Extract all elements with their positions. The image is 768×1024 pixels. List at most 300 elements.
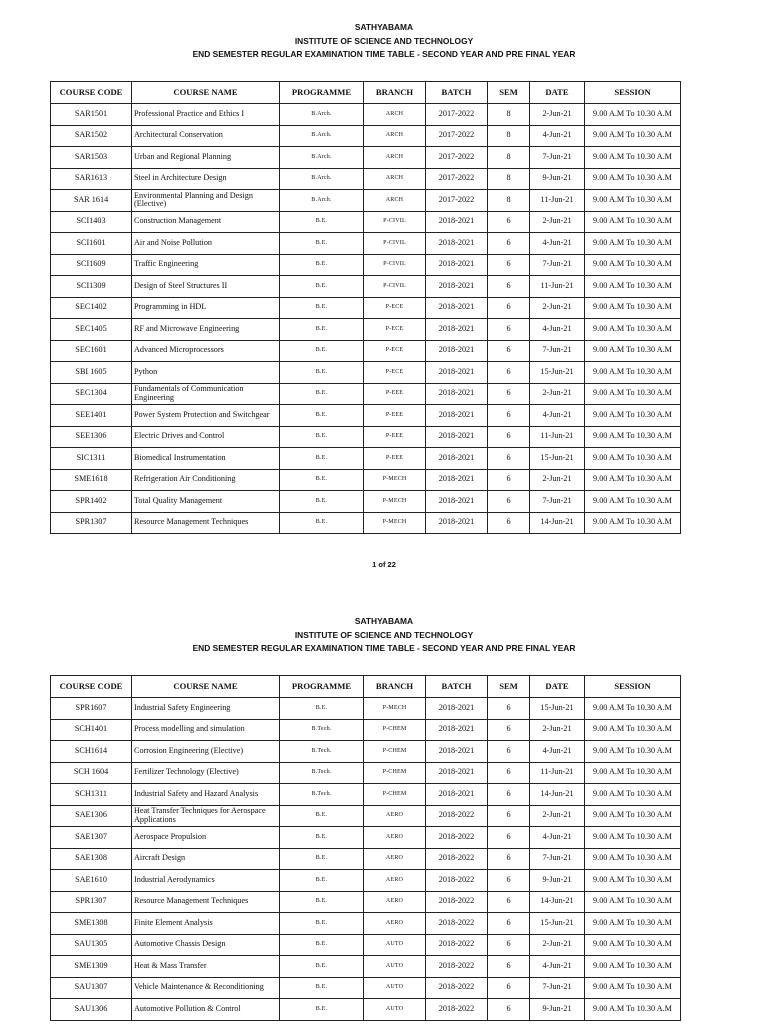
programme-cell: B.Tech. xyxy=(280,719,364,741)
table-row xyxy=(51,469,681,491)
programme-cell: B.E. xyxy=(280,977,364,999)
branch-cell: P-CHEM xyxy=(364,719,426,741)
date-cell: 15-Jun-21 xyxy=(530,448,585,470)
programme-cell: B.Arch. xyxy=(280,168,364,190)
branch-cell: P-CIVIL xyxy=(364,233,426,255)
session-cell: 9.00 A.M To 10.30 A.M xyxy=(585,362,681,384)
page-header xyxy=(0,21,768,62)
column-header-course-code: COURSE CODE xyxy=(51,82,132,104)
batch-cell: 2018-2021 xyxy=(426,426,488,448)
date-cell: 9-Jun-21 xyxy=(530,168,585,190)
course-code-cell: SAR1501 xyxy=(51,104,132,126)
course-name-cell: Power System Protection and Switchgear xyxy=(132,405,280,427)
batch-cell: 2018-2021 xyxy=(426,512,488,534)
table-row xyxy=(51,913,681,935)
branch-cell: AERO xyxy=(364,870,426,892)
sem-cell: 6 xyxy=(488,827,530,849)
course-name-cell: Steel in Architecture Design xyxy=(132,168,280,190)
table-row xyxy=(51,891,681,913)
sem-cell: 8 xyxy=(488,147,530,169)
table-row xyxy=(51,784,681,806)
table-row xyxy=(51,762,681,784)
course-name-cell: Refrigeration Air Conditioning xyxy=(132,469,280,491)
column-header-branch: BRANCH xyxy=(364,82,426,104)
table-row xyxy=(51,383,681,405)
sem-cell: 8 xyxy=(488,104,530,126)
programme-cell: B.E. xyxy=(280,469,364,491)
date-cell: 2-Jun-21 xyxy=(530,805,585,827)
column-header-sem: SEM xyxy=(488,676,530,698)
column-header-course-code: COURSE CODE xyxy=(51,676,132,698)
table-row xyxy=(51,848,681,870)
date-cell: 7-Jun-21 xyxy=(530,977,585,999)
date-cell: 4-Jun-21 xyxy=(530,405,585,427)
branch-cell: P-EEE xyxy=(364,448,426,470)
course-code-cell: SME1618 xyxy=(51,469,132,491)
batch-cell: 2018-2021 xyxy=(426,405,488,427)
sem-cell: 6 xyxy=(488,319,530,341)
date-cell: 7-Jun-21 xyxy=(530,147,585,169)
table-row xyxy=(51,147,681,169)
course-code-cell: SME1309 xyxy=(51,956,132,978)
course-code-cell: SBI 1605 xyxy=(51,362,132,384)
programme-cell: B.E. xyxy=(280,913,364,935)
programme-cell: B.E. xyxy=(280,297,364,319)
table-row xyxy=(51,934,681,956)
table-header-row xyxy=(51,82,681,104)
table-row xyxy=(51,276,681,298)
session-cell: 9.00 A.M To 10.30 A.M xyxy=(585,784,681,806)
batch-cell: 2018-2021 xyxy=(426,254,488,276)
session-cell: 9.00 A.M To 10.30 A.M xyxy=(585,125,681,147)
course-code-cell: SAU1306 xyxy=(51,999,132,1021)
course-name-cell: Aerospace Propulsion xyxy=(132,827,280,849)
session-cell: 9.00 A.M To 10.30 A.M xyxy=(585,276,681,298)
course-code-cell: SPR1402 xyxy=(51,491,132,513)
date-cell: 7-Jun-21 xyxy=(530,254,585,276)
session-cell: 9.00 A.M To 10.30 A.M xyxy=(585,891,681,913)
table-row xyxy=(51,190,681,212)
course-code-cell: SEC1601 xyxy=(51,340,132,362)
course-code-cell: SEE1306 xyxy=(51,426,132,448)
course-name-cell: Air and Noise Pollution xyxy=(132,233,280,255)
sem-cell: 6 xyxy=(488,891,530,913)
batch-cell: 2018-2021 xyxy=(426,762,488,784)
programme-cell: B.E. xyxy=(280,211,364,233)
course-code-cell: SAE1308 xyxy=(51,848,132,870)
session-cell: 9.00 A.M To 10.30 A.M xyxy=(585,469,681,491)
session-cell: 9.00 A.M To 10.30 A.M xyxy=(585,319,681,341)
institution-name: SATHYABAMA xyxy=(354,22,414,32)
branch-cell: P-CIVIL xyxy=(364,254,426,276)
sem-cell: 6 xyxy=(488,233,530,255)
date-cell: 2-Jun-21 xyxy=(530,719,585,741)
column-header-course-name: COURSE NAME xyxy=(132,82,280,104)
course-code-cell: SCH1311 xyxy=(51,784,132,806)
batch-cell: 2018-2021 xyxy=(426,297,488,319)
course-name-cell: Total Quality Management xyxy=(132,491,280,513)
session-cell: 9.00 A.M To 10.30 A.M xyxy=(585,741,681,763)
branch-cell: P-MECH xyxy=(364,698,426,720)
table-row xyxy=(51,999,681,1021)
table-row xyxy=(51,362,681,384)
programme-cell: B.Tech. xyxy=(280,784,364,806)
sem-cell: 8 xyxy=(488,168,530,190)
table-row xyxy=(51,512,681,534)
session-cell: 9.00 A.M To 10.30 A.M xyxy=(585,762,681,784)
timetable-table xyxy=(50,81,681,534)
batch-cell: 2018-2021 xyxy=(426,383,488,405)
course-name-cell: Industrial Safety and Hazard Analysis xyxy=(132,784,280,806)
session-cell: 9.00 A.M To 10.30 A.M xyxy=(585,913,681,935)
course-name-cell: Electric Drives and Control xyxy=(132,426,280,448)
table-row xyxy=(51,698,681,720)
institution-subtitle: INSTITUTE OF SCIENCE AND TECHNOLOGY xyxy=(294,629,474,640)
sem-cell: 6 xyxy=(488,741,530,763)
course-name-cell: Fertilizer Technology (Elective) xyxy=(132,762,280,784)
programme-cell: B.E. xyxy=(280,999,364,1021)
branch-cell: P-MECH xyxy=(364,512,426,534)
course-code-cell: SAU1305 xyxy=(51,934,132,956)
table-row xyxy=(51,211,681,233)
column-header-programme: PROGRAMME xyxy=(280,676,364,698)
programme-cell: B.Tech. xyxy=(280,762,364,784)
branch-cell: P-MECH xyxy=(364,491,426,513)
sem-cell: 6 xyxy=(488,870,530,892)
session-cell: 9.00 A.M To 10.30 A.M xyxy=(585,491,681,513)
course-code-cell: SEC1402 xyxy=(51,297,132,319)
date-cell: 14-Jun-21 xyxy=(530,784,585,806)
column-header-date: DATE xyxy=(530,82,585,104)
programme-cell: B.E. xyxy=(280,426,364,448)
table-row xyxy=(51,491,681,513)
batch-cell: 2018-2021 xyxy=(426,741,488,763)
sem-cell: 6 xyxy=(488,848,530,870)
session-cell: 9.00 A.M To 10.30 A.M xyxy=(585,104,681,126)
programme-cell: B.E. xyxy=(280,405,364,427)
sem-cell: 6 xyxy=(488,383,530,405)
session-cell: 9.00 A.M To 10.30 A.M xyxy=(585,297,681,319)
programme-cell: B.E. xyxy=(280,848,364,870)
date-cell: 15-Jun-21 xyxy=(530,913,585,935)
course-name-cell: Finite Element Analysis xyxy=(132,913,280,935)
batch-cell: 2018-2021 xyxy=(426,719,488,741)
batch-cell: 2017-2022 xyxy=(426,104,488,126)
sem-cell: 6 xyxy=(488,405,530,427)
table-row xyxy=(51,125,681,147)
session-cell: 9.00 A.M To 10.30 A.M xyxy=(585,999,681,1021)
course-code-cell: SPR1307 xyxy=(51,891,132,913)
date-cell: 2-Jun-21 xyxy=(530,383,585,405)
sem-cell: 6 xyxy=(488,276,530,298)
institution-name: SATHYABAMA xyxy=(354,616,414,626)
date-cell: 4-Jun-21 xyxy=(530,319,585,341)
session-cell: 9.00 A.M To 10.30 A.M xyxy=(585,934,681,956)
table-row xyxy=(51,870,681,892)
course-name-cell: Process modelling and simulation xyxy=(132,719,280,741)
branch-cell: ARCH xyxy=(364,147,426,169)
programme-cell: B.E. xyxy=(280,491,364,513)
course-code-cell: SCI1601 xyxy=(51,233,132,255)
course-name-cell: RF and Microwave Engineering xyxy=(132,319,280,341)
programme-cell: B.Arch. xyxy=(280,125,364,147)
course-name-cell: Resource Management Techniques xyxy=(132,891,280,913)
batch-cell: 2017-2022 xyxy=(426,125,488,147)
branch-cell: AUTO xyxy=(364,956,426,978)
course-code-cell: SPR1307 xyxy=(51,512,132,534)
date-cell: 14-Jun-21 xyxy=(530,512,585,534)
session-cell: 9.00 A.M To 10.30 A.M xyxy=(585,448,681,470)
sem-cell: 6 xyxy=(488,913,530,935)
branch-cell: P-ECE xyxy=(364,340,426,362)
table-row xyxy=(51,297,681,319)
course-code-cell: SAU1307 xyxy=(51,977,132,999)
sem-cell: 6 xyxy=(488,784,530,806)
course-name-cell: Heat Transfer Techniques for Aerospace Applications xyxy=(132,805,280,827)
table-row xyxy=(51,977,681,999)
date-cell: 9-Jun-21 xyxy=(530,999,585,1021)
date-cell: 11-Jun-21 xyxy=(530,276,585,298)
batch-cell: 2018-2021 xyxy=(426,340,488,362)
programme-cell: B.Arch. xyxy=(280,147,364,169)
branch-cell: P-ECE xyxy=(364,297,426,319)
batch-cell: 2018-2021 xyxy=(426,319,488,341)
course-name-cell: Fundamentals of Communication Engineering xyxy=(132,383,280,405)
programme-cell: B.E. xyxy=(280,383,364,405)
column-header-course-name: COURSE NAME xyxy=(132,676,280,698)
course-name-cell: Programming in HDL xyxy=(132,297,280,319)
programme-cell: B.E. xyxy=(280,512,364,534)
sem-cell: 6 xyxy=(488,512,530,534)
table-row xyxy=(51,340,681,362)
session-cell: 9.00 A.M To 10.30 A.M xyxy=(585,233,681,255)
column-header-date: DATE xyxy=(530,676,585,698)
course-name-cell: Automotive Chassis Design xyxy=(132,934,280,956)
branch-cell: P-EEE xyxy=(364,405,426,427)
batch-cell: 2018-2021 xyxy=(426,276,488,298)
branch-cell: P-ECE xyxy=(364,319,426,341)
batch-cell: 2018-2021 xyxy=(426,211,488,233)
sem-cell: 6 xyxy=(488,491,530,513)
date-cell: 2-Jun-21 xyxy=(530,297,585,319)
session-cell: 9.00 A.M To 10.30 A.M xyxy=(585,870,681,892)
branch-cell: AUTO xyxy=(364,999,426,1021)
course-code-cell: SAR1613 xyxy=(51,168,132,190)
table-row xyxy=(51,448,681,470)
programme-cell: B.E. xyxy=(280,448,364,470)
course-code-cell: SAR1502 xyxy=(51,125,132,147)
batch-cell: 2018-2022 xyxy=(426,977,488,999)
date-cell: 11-Jun-21 xyxy=(530,762,585,784)
branch-cell: AUTO xyxy=(364,934,426,956)
batch-cell: 2018-2022 xyxy=(426,956,488,978)
sem-cell: 6 xyxy=(488,719,530,741)
course-name-cell: Professional Practice and Ethics I xyxy=(132,104,280,126)
course-name-cell: Heat & Mass Transfer xyxy=(132,956,280,978)
session-cell: 9.00 A.M To 10.30 A.M xyxy=(585,956,681,978)
course-code-cell: SAR 1614 xyxy=(51,190,132,212)
programme-cell: B.E. xyxy=(280,805,364,827)
batch-cell: 2018-2022 xyxy=(426,870,488,892)
course-code-cell: SCI1609 xyxy=(51,254,132,276)
course-code-cell: SIC1311 xyxy=(51,448,132,470)
course-name-cell: Corrosion Engineering (Elective) xyxy=(132,741,280,763)
programme-cell: B.E. xyxy=(280,319,364,341)
course-name-cell: Traffic Engineering xyxy=(132,254,280,276)
programme-cell: B.Tech. xyxy=(280,741,364,763)
course-code-cell: SCI1403 xyxy=(51,211,132,233)
branch-cell: P-EEE xyxy=(364,383,426,405)
programme-cell: B.E. xyxy=(280,276,364,298)
course-code-cell: SAE1306 xyxy=(51,805,132,827)
sem-cell: 6 xyxy=(488,254,530,276)
date-cell: 15-Jun-21 xyxy=(530,362,585,384)
branch-cell: AERO xyxy=(364,913,426,935)
course-name-cell: Industrial Safety Engineering xyxy=(132,698,280,720)
batch-cell: 2018-2022 xyxy=(426,805,488,827)
programme-cell: B.E. xyxy=(280,233,364,255)
session-cell: 9.00 A.M To 10.30 A.M xyxy=(585,405,681,427)
table-row xyxy=(51,104,681,126)
branch-cell: P-EEE xyxy=(364,426,426,448)
column-header-programme: PROGRAMME xyxy=(280,82,364,104)
course-name-cell: Automotive Pollution & Control xyxy=(132,999,280,1021)
session-cell: 9.00 A.M To 10.30 A.M xyxy=(585,340,681,362)
course-name-cell: Aircraft Design xyxy=(132,848,280,870)
course-code-cell: SPR1607 xyxy=(51,698,132,720)
course-name-cell: Environmental Planning and Design (Elective) xyxy=(132,190,280,212)
programme-cell: B.E. xyxy=(280,254,364,276)
sem-cell: 6 xyxy=(488,469,530,491)
programme-cell: B.E. xyxy=(280,362,364,384)
date-cell: 2-Jun-21 xyxy=(530,211,585,233)
session-cell: 9.00 A.M To 10.30 A.M xyxy=(585,211,681,233)
date-cell: 7-Jun-21 xyxy=(530,491,585,513)
batch-cell: 2018-2021 xyxy=(426,698,488,720)
batch-cell: 2018-2021 xyxy=(426,784,488,806)
sem-cell: 6 xyxy=(488,956,530,978)
branch-cell: P-CHEM xyxy=(364,784,426,806)
batch-cell: 2018-2021 xyxy=(426,233,488,255)
batch-cell: 2017-2022 xyxy=(426,168,488,190)
batch-cell: 2017-2022 xyxy=(426,147,488,169)
course-name-cell: Vehicle Maintenance & Reconditioning xyxy=(132,977,280,999)
programme-cell: B.E. xyxy=(280,827,364,849)
programme-cell: B.E. xyxy=(280,956,364,978)
date-cell: 9-Jun-21 xyxy=(530,870,585,892)
sem-cell: 6 xyxy=(488,762,530,784)
branch-cell: P-CIVIL xyxy=(364,276,426,298)
batch-cell: 2018-2022 xyxy=(426,999,488,1021)
table-row xyxy=(51,719,681,741)
table-row xyxy=(51,319,681,341)
session-cell: 9.00 A.M To 10.30 A.M xyxy=(585,512,681,534)
session-cell: 9.00 A.M To 10.30 A.M xyxy=(585,190,681,212)
course-name-cell: Python xyxy=(132,362,280,384)
table-row xyxy=(51,956,681,978)
session-cell: 9.00 A.M To 10.30 A.M xyxy=(585,848,681,870)
table-row xyxy=(51,827,681,849)
session-cell: 9.00 A.M To 10.30 A.M xyxy=(585,977,681,999)
batch-cell: 2018-2022 xyxy=(426,848,488,870)
course-code-cell: SAE1610 xyxy=(51,870,132,892)
branch-cell: P-CHEM xyxy=(364,741,426,763)
programme-cell: B.Arch. xyxy=(280,190,364,212)
branch-cell: AERO xyxy=(364,848,426,870)
table-row xyxy=(51,168,681,190)
date-cell: 2-Jun-21 xyxy=(530,934,585,956)
date-cell: 4-Jun-21 xyxy=(530,741,585,763)
branch-cell: AERO xyxy=(364,891,426,913)
branch-cell: ARCH xyxy=(364,168,426,190)
batch-cell: 2018-2021 xyxy=(426,469,488,491)
session-cell: 9.00 A.M To 10.30 A.M xyxy=(585,254,681,276)
course-name-cell: Advanced Microprocessors xyxy=(132,340,280,362)
institution-subtitle: INSTITUTE OF SCIENCE AND TECHNOLOGY xyxy=(294,35,474,46)
sem-cell: 6 xyxy=(488,698,530,720)
batch-cell: 2018-2022 xyxy=(426,891,488,913)
date-cell: 4-Jun-21 xyxy=(530,827,585,849)
table-row xyxy=(51,805,681,827)
course-name-cell: Architectural Conservation xyxy=(132,125,280,147)
table-row xyxy=(51,405,681,427)
branch-cell: AUTO xyxy=(364,977,426,999)
programme-cell: B.E. xyxy=(280,340,364,362)
branch-cell: AERO xyxy=(364,827,426,849)
sem-cell: 6 xyxy=(488,448,530,470)
branch-cell: ARCH xyxy=(364,125,426,147)
course-code-cell: SAE1307 xyxy=(51,827,132,849)
timetable-title: END SEMESTER REGULAR EXAMINATION TIME TABLE - SECOND YEAR AND PRE FINAL YEAR xyxy=(192,49,576,59)
timetable-table xyxy=(50,675,681,1021)
session-cell: 9.00 A.M To 10.30 A.M xyxy=(585,827,681,849)
table-row xyxy=(51,426,681,448)
programme-cell: B.Arch. xyxy=(280,104,364,126)
column-header-batch: BATCH xyxy=(426,82,488,104)
column-header-session: SESSION xyxy=(585,82,681,104)
date-cell: 7-Jun-21 xyxy=(530,340,585,362)
branch-cell: P-ECE xyxy=(364,362,426,384)
session-cell: 9.00 A.M To 10.30 A.M xyxy=(585,698,681,720)
date-cell: 14-Jun-21 xyxy=(530,891,585,913)
column-header-session: SESSION xyxy=(585,676,681,698)
course-name-cell: Industrial Aerodynamics xyxy=(132,870,280,892)
batch-cell: 2017-2022 xyxy=(426,190,488,212)
branch-cell: P-MECH xyxy=(364,469,426,491)
course-code-cell: SEC1405 xyxy=(51,319,132,341)
date-cell: 2-Jun-21 xyxy=(530,104,585,126)
branch-cell: P-CIVIL xyxy=(364,211,426,233)
page-header xyxy=(0,615,768,656)
programme-cell: B.E. xyxy=(280,891,364,913)
batch-cell: 2018-2021 xyxy=(426,448,488,470)
table-header-row xyxy=(51,676,681,698)
sem-cell: 6 xyxy=(488,999,530,1021)
programme-cell: B.E. xyxy=(280,698,364,720)
sem-cell: 6 xyxy=(488,362,530,384)
timetable-title: END SEMESTER REGULAR EXAMINATION TIME TABLE - SECOND YEAR AND PRE FINAL YEAR xyxy=(192,643,576,653)
course-code-cell: SEC1304 xyxy=(51,383,132,405)
course-name-cell: Resource Management Techniques xyxy=(132,512,280,534)
course-code-cell: SCH1401 xyxy=(51,719,132,741)
session-cell: 9.00 A.M To 10.30 A.M xyxy=(585,805,681,827)
sem-cell: 6 xyxy=(488,805,530,827)
batch-cell: 2018-2022 xyxy=(426,827,488,849)
sem-cell: 8 xyxy=(488,190,530,212)
branch-cell: AERO xyxy=(364,805,426,827)
branch-cell: ARCH xyxy=(364,104,426,126)
course-code-cell: SEE1401 xyxy=(51,405,132,427)
